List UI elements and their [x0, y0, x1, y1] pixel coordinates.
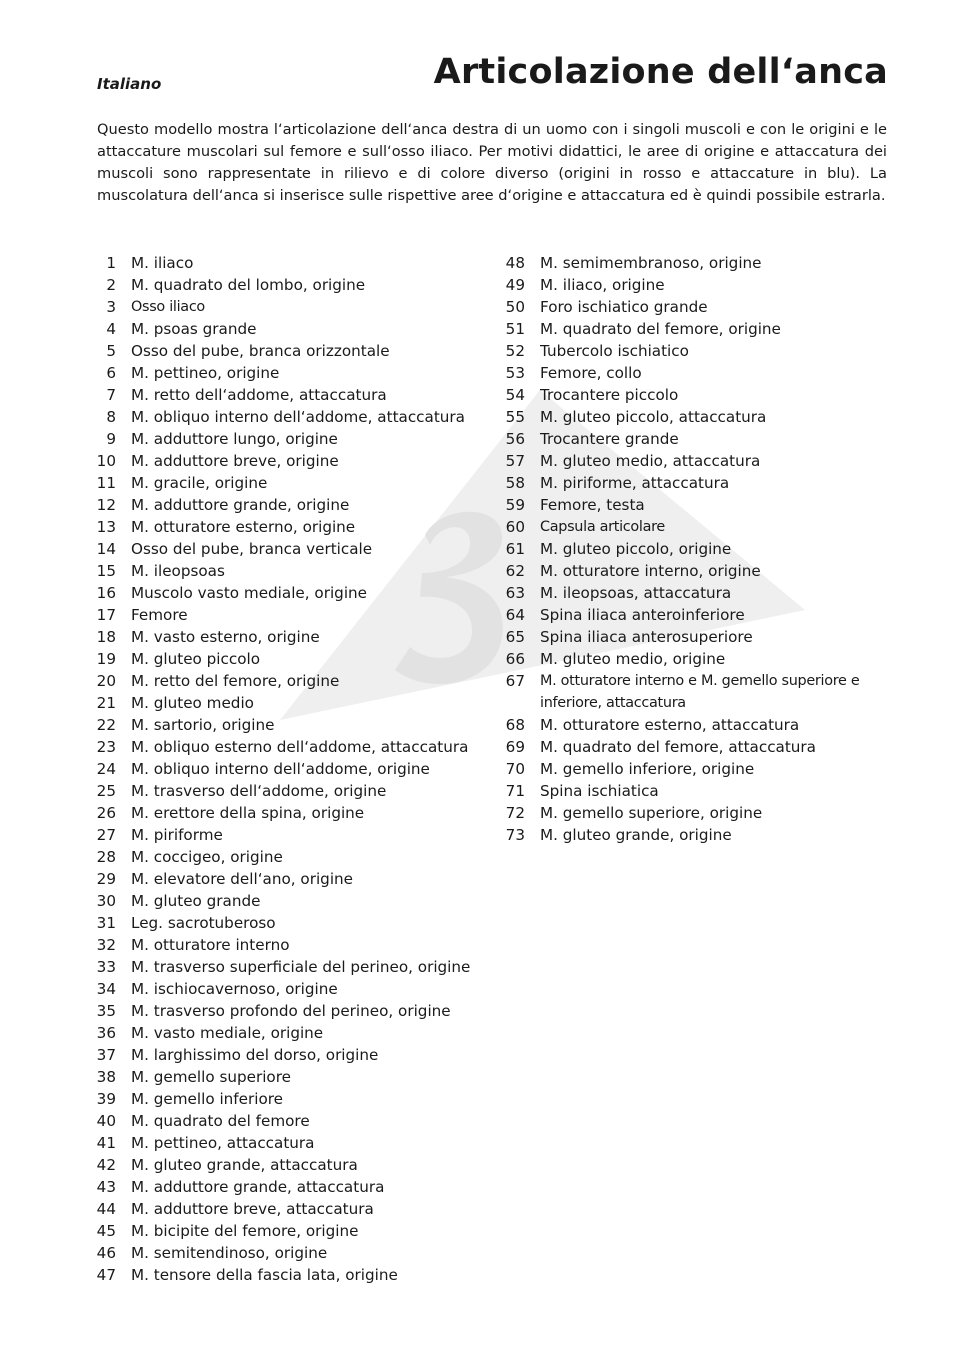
legend-item-number: 25: [96, 782, 116, 800]
legend-item: [500, 472, 900, 494]
legend-item: [90, 1110, 490, 1132]
legend-item: [500, 736, 900, 758]
legend-item-label: Osso iliaco: [131, 299, 205, 315]
legend-item: [500, 582, 900, 604]
legend-item-number: 2: [106, 276, 116, 294]
legend-item-number: 66: [505, 650, 525, 668]
legend-item-label: M. trasverso profondo del perineo, origine: [131, 1002, 451, 1020]
legend-list-right: [500, 252, 900, 846]
legend-item-number: 46: [96, 1244, 116, 1262]
legend-item-label: M. otturatore esterno, attaccatura: [540, 716, 800, 734]
legend-item: [500, 362, 900, 384]
legend-item-number: 26: [96, 804, 116, 822]
legend-item-number: 49: [505, 276, 525, 294]
legend-item-label: M. ileopsoas, attaccatura: [540, 584, 732, 602]
legend-item-label: M. gluteo piccolo, origine: [540, 540, 732, 558]
legend-item: [90, 714, 490, 736]
legend-item-label: Osso del pube, branca verticale: [131, 540, 373, 558]
legend-item-label: M. gluteo grande, attaccatura: [131, 1156, 358, 1174]
legend-item-number: 21: [96, 694, 116, 712]
legend-item: [90, 1154, 490, 1176]
legend-item: [90, 1264, 490, 1286]
legend-item-number: 65: [505, 628, 525, 646]
legend-item-number: 27: [96, 826, 116, 844]
legend-item-label: Trocantere grande: [540, 430, 679, 448]
legend-item: [500, 494, 900, 516]
legend-item: [90, 1044, 490, 1066]
legend-item-label: M. retto del femore, origine: [131, 672, 340, 690]
legend-item-label: M. elevatore dell‘ano, origine: [131, 870, 354, 888]
legend-item-number: 17: [96, 606, 116, 624]
legend-item-number: 48: [505, 254, 525, 272]
legend-item-number: 39: [96, 1090, 116, 1108]
legend-item: [500, 780, 900, 802]
legend-item: [90, 406, 490, 428]
legend-item-number: 10: [96, 452, 116, 470]
legend-item-label: M. gluteo medio, attaccatura: [540, 452, 761, 470]
legend-item-number: 71: [505, 782, 525, 800]
legend-item: [90, 252, 490, 274]
legend-item: [500, 428, 900, 450]
legend-item-label: Capsula articolare: [540, 519, 665, 535]
legend-item-label: M. coccigeo, origine: [131, 848, 283, 866]
legend-item: [90, 626, 490, 648]
legend-item: [500, 626, 900, 648]
legend-item-label: M. quadrato del femore, attaccatura: [540, 738, 816, 756]
legend-item-number: 16: [96, 584, 116, 602]
legend-item-number: 47: [96, 1266, 116, 1284]
legend-item-label: M. gemello inferiore, origine: [540, 760, 755, 778]
legend-item: [90, 362, 490, 384]
legend-item-label: M. retto dell‘addome, attaccatura: [131, 386, 387, 404]
legend-item: [90, 1198, 490, 1220]
legend-item-label: M. obliquo interno dell‘addome, origine: [131, 760, 430, 778]
legend-item-label: Leg. sacrotuberoso: [131, 914, 276, 932]
legend-item-number: 73: [505, 826, 525, 844]
legend-item-label: M. quadrato del lombo, origine: [131, 276, 366, 294]
legend-item: [90, 296, 490, 318]
legend-item-number: 8: [106, 408, 116, 426]
legend-item-number: 28: [96, 848, 116, 866]
legend-item-number: 4: [106, 320, 116, 338]
legend-item-label: Spina iliaca anteroinferiore: [540, 606, 745, 624]
legend-item-label: M. piriforme: [131, 826, 223, 844]
legend-item: [500, 252, 900, 274]
legend-item: [90, 868, 490, 890]
legend-item-number: 67: [505, 672, 525, 690]
legend-item: [90, 912, 490, 934]
legend-item-label: M. gemello inferiore: [131, 1090, 283, 1108]
page-title: Articolazione dell‘anca: [433, 52, 888, 92]
legend-item-label: M. pettineo, attaccatura: [131, 1134, 315, 1152]
legend-item-number: 61: [505, 540, 525, 558]
legend-item-label: M. ileopsoas: [131, 562, 225, 580]
legend-item-label: M. gracile, origine: [131, 474, 268, 492]
legend-item-label: M. adduttore grande, attaccatura: [131, 1178, 385, 1196]
legend-item-number: 36: [96, 1024, 116, 1042]
legend-item: [90, 978, 490, 1000]
legend-item-label: M. semitendinoso, origine: [131, 1244, 328, 1262]
legend-item-number: 7: [106, 386, 116, 404]
legend-item: [90, 560, 490, 582]
legend-item: [90, 1132, 490, 1154]
legend-item-number: 19: [96, 650, 116, 668]
legend-item: [500, 384, 900, 406]
legend-item-label: M. erettore della spina, origine: [131, 804, 365, 822]
legend-item: [90, 318, 490, 340]
legend-item-label: M. ischiocavernoso, origine: [131, 980, 338, 998]
legend-item: [500, 538, 900, 560]
legend-item: [90, 648, 490, 670]
legend-item-number: 13: [96, 518, 116, 536]
legend-item-label: Femore: [131, 606, 188, 624]
legend-item-number: 24: [96, 760, 116, 778]
legend-item-label: M. vasto mediale, origine: [131, 1024, 324, 1042]
legend-item: [90, 384, 490, 406]
legend-item: [500, 714, 900, 736]
legend-item-label: M. adduttore breve, origine: [131, 452, 339, 470]
legend-item: [90, 780, 490, 802]
legend-item: [90, 758, 490, 780]
legend-item-number: 11: [96, 474, 116, 492]
legend-item: [90, 538, 490, 560]
legend-item-label: M. semimembranoso, origine: [540, 254, 762, 272]
legend-item-label: M. gluteo grande, origine: [540, 826, 732, 844]
legend-item: [90, 1088, 490, 1110]
legend-item-number: 43: [96, 1178, 116, 1196]
legend-item: [90, 956, 490, 978]
legend-item-number: 12: [96, 496, 116, 514]
legend-item-number: 40: [96, 1112, 116, 1130]
legend-item-label: M. iliaco: [131, 254, 194, 272]
legend-item: [500, 824, 900, 846]
legend-item-label: Spina ischiatica: [540, 782, 659, 800]
legend-item-number: 20: [96, 672, 116, 690]
language-label: Italiano: [97, 75, 162, 93]
legend-item-label: M. piriforme, attaccatura: [540, 474, 730, 492]
legend-item-number: 1: [106, 254, 116, 272]
legend-item-number: 6: [106, 364, 116, 382]
legend-item: [90, 428, 490, 450]
legend-item-label: Spina iliaca anterosuperiore: [540, 628, 753, 646]
legend-item-label: Trocantere piccolo: [540, 386, 679, 404]
legend-item-number: 31: [96, 914, 116, 932]
legend-item-label: Muscolo vasto mediale, origine: [131, 584, 368, 602]
legend-item-number: 72: [505, 804, 525, 822]
legend-item: [90, 670, 490, 692]
legend-item-number: 14: [96, 540, 116, 558]
legend-item-label: M. otturatore interno e M. gemello superiore e inferiore, attaccatura: [540, 673, 860, 711]
legend-item-number: 56: [505, 430, 525, 448]
legend-item-number: 37: [96, 1046, 116, 1064]
legend-item: [90, 824, 490, 846]
legend-item-number: 41: [96, 1134, 116, 1152]
legend-item-label: M. tensore della fascia lata, origine: [131, 1266, 398, 1284]
legend-item-number: 3: [106, 298, 116, 316]
legend-item: [90, 604, 490, 626]
legend-item-label: M. trasverso superficiale del perineo, origine: [131, 958, 471, 976]
legend-item-number: 68: [505, 716, 525, 734]
legend-item-label: M. otturatore esterno, origine: [131, 518, 356, 536]
legend-item: [500, 648, 900, 670]
legend-item-number: 51: [505, 320, 525, 338]
legend-item: [500, 670, 900, 714]
legend-item-label: M. gemello superiore: [131, 1068, 291, 1086]
legend-item: [90, 692, 490, 714]
legend-item-label: M. quadrato del femore: [131, 1112, 310, 1130]
legend-item: [90, 274, 490, 296]
legend-item: [90, 802, 490, 824]
legend-item: [90, 1066, 490, 1088]
legend-item-number: 52: [505, 342, 525, 360]
legend-item: [90, 516, 490, 538]
legend-item-number: 18: [96, 628, 116, 646]
legend-item-number: 42: [96, 1156, 116, 1174]
legend-item-label: M. otturatore interno: [131, 936, 290, 954]
legend-item-label: Osso del pube, branca orizzontale: [131, 342, 390, 360]
legend-item-number: 34: [96, 980, 116, 998]
legend-item: [500, 274, 900, 296]
legend-item-label: M. obliquo esterno dell‘addome, attaccatura: [131, 738, 469, 756]
legend-item: [90, 1022, 490, 1044]
legend-item: [500, 604, 900, 626]
legend-item-number: 32: [96, 936, 116, 954]
legend-item-label: Foro ischiatico grande: [540, 298, 708, 316]
legend-item: [90, 1220, 490, 1242]
legend-item-label: M. gluteo medio: [131, 694, 254, 712]
legend-item-label: M. otturatore interno, origine: [540, 562, 761, 580]
legend-item-label: M. gluteo piccolo, attaccatura: [540, 408, 767, 426]
legend-item: [90, 340, 490, 362]
legend-item-label: M. bicipite del femore, origine: [131, 1222, 359, 1240]
legend-item-number: 63: [505, 584, 525, 602]
legend-item-number: 15: [96, 562, 116, 580]
legend-item-label: M. sartorio, origine: [131, 716, 275, 734]
legend-item-number: 53: [505, 364, 525, 382]
legend-item-label: M. gluteo medio, origine: [540, 650, 726, 668]
legend-item-number: 54: [505, 386, 525, 404]
legend-item: [90, 1176, 490, 1198]
legend-item-number: 23: [96, 738, 116, 756]
legend-item-number: 60: [505, 518, 525, 536]
legend-item: [90, 890, 490, 912]
legend-item: [90, 450, 490, 472]
legend-item-number: 50: [505, 298, 525, 316]
legend-item-label: M. obliquo interno dell‘addome, attaccatura: [131, 408, 465, 426]
legend-item-label: M. pettineo, origine: [131, 364, 280, 382]
legend-item-label: M. gluteo piccolo: [131, 650, 261, 668]
legend-item-number: 29: [96, 870, 116, 888]
legend-item: [90, 846, 490, 868]
legend-item-number: 35: [96, 1002, 116, 1020]
legend-item: [500, 802, 900, 824]
legend-item-number: 59: [505, 496, 525, 514]
legend-item-label: M. gemello superiore, origine: [540, 804, 763, 822]
legend-item: [500, 340, 900, 362]
legend-item-label: M. iliaco, origine: [540, 276, 665, 294]
legend-item-number: 22: [96, 716, 116, 734]
legend-item-number: 5: [106, 342, 116, 360]
legend-item-number: 62: [505, 562, 525, 580]
legend-item-number: 33: [96, 958, 116, 976]
legend-item-number: 70: [505, 760, 525, 778]
legend-item-number: 57: [505, 452, 525, 470]
legend-item-label: M. psoas grande: [131, 320, 257, 338]
legend-item-label: Tubercolo ischiatico: [540, 342, 689, 360]
legend-item: [500, 450, 900, 472]
legend-item-number: 58: [505, 474, 525, 492]
legend-item: [90, 1242, 490, 1264]
legend-item-number: 64: [505, 606, 525, 624]
legend-item: [90, 472, 490, 494]
legend-item-label: M. gluteo grande: [131, 892, 261, 910]
legend-item-number: 69: [505, 738, 525, 756]
legend-list-left: [90, 252, 490, 1286]
legend-item: [500, 516, 900, 538]
legend-item-label: Femore, collo: [540, 364, 642, 382]
legend-item: [90, 736, 490, 758]
legend-item-label: M. larghissimo del dorso, origine: [131, 1046, 379, 1064]
legend-item-number: 55: [505, 408, 525, 426]
legend-item: [90, 582, 490, 604]
legend-item: [90, 1000, 490, 1022]
legend-item-label: M. vasto esterno, origine: [131, 628, 320, 646]
legend-item-number: 44: [96, 1200, 116, 1218]
legend-item-label: Femore, testa: [540, 496, 645, 514]
legend-item-number: 9: [106, 430, 116, 448]
legend-item: [500, 296, 900, 318]
legend-item-label: M. trasverso dell‘addome, origine: [131, 782, 387, 800]
legend-item-label: M. adduttore grande, origine: [131, 496, 350, 514]
legend-item-number: 45: [96, 1222, 116, 1240]
legend-item-label: M. adduttore breve, attaccatura: [131, 1200, 374, 1218]
legend-item: [500, 758, 900, 780]
legend-item: [500, 560, 900, 582]
legend-item-number: 38: [96, 1068, 116, 1086]
legend-item: [500, 406, 900, 428]
intro-paragraph: Questo modello mostra l‘articolazione dell‘anca destra di un uomo con i singoli muscoli e con le origini e le attaccature muscolari sul femore e sull‘osso iliaco. Per motivi didattici, le aree di origine e attaccatura dei muscoli sono rappresentate in rilievo e di colore diverso (origini in rosso e attaccature in blu). La muscolatura dell‘anca si inserisce sulle rispettive aree d‘origine e attaccatura ed è quindi possibile estrarla.: [97, 121, 887, 204]
legend-item: [500, 318, 900, 340]
legend-item: [90, 934, 490, 956]
legend-item: [90, 494, 490, 516]
legend-item-label: M. quadrato del femore, origine: [540, 320, 781, 338]
legend-item-number: 30: [96, 892, 116, 910]
legend-item-label: M. adduttore lungo, origine: [131, 430, 338, 448]
